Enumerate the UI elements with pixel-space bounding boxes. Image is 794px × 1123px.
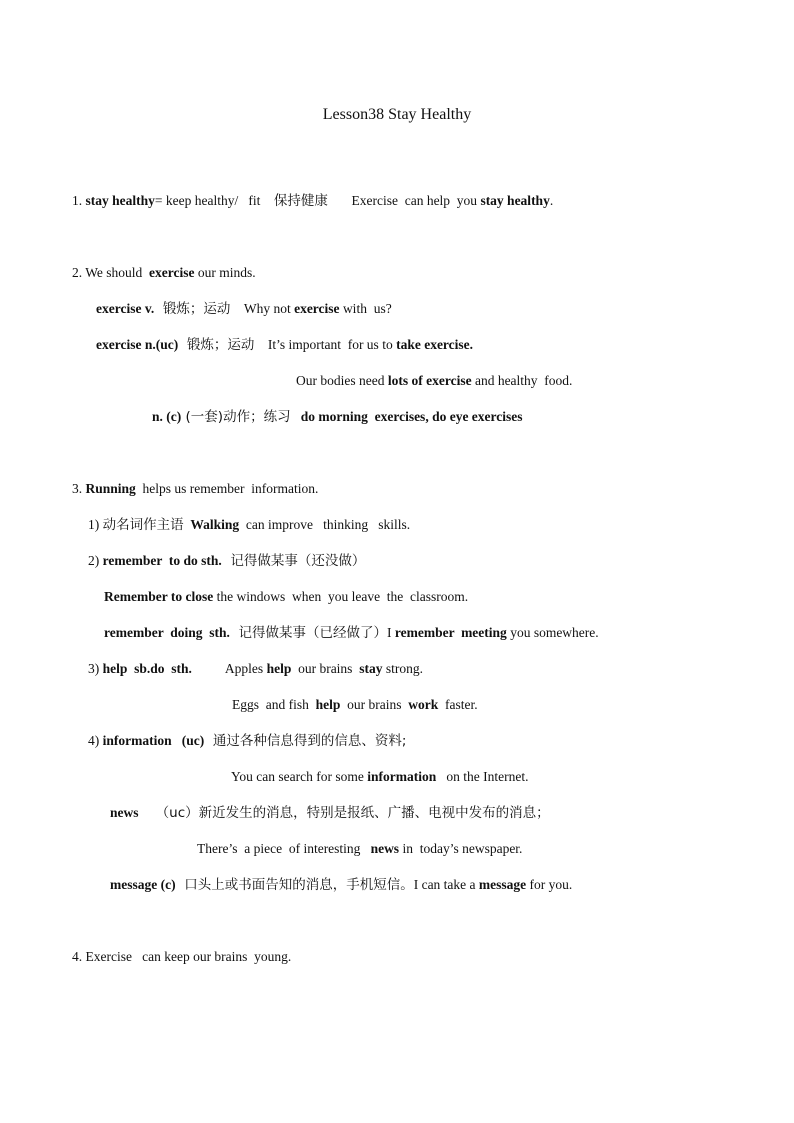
example-text: I: [386, 625, 395, 640]
chinese-meaning: 通过各种信息得到的信息、资料;: [204, 733, 407, 749]
example-keyword: information: [367, 769, 437, 784]
example-keyword: help: [315, 697, 341, 712]
section-2-heading: [72, 264, 256, 282]
term: exercise n.(uc): [96, 337, 179, 352]
example-keyword: news: [370, 841, 400, 856]
section-2-line-noun: [96, 336, 473, 354]
example-keyword: remember meeting: [394, 625, 507, 640]
keyword: exercise: [149, 265, 195, 280]
keyword: Running: [85, 481, 136, 496]
section-3-point-4: [88, 732, 406, 750]
example-text: I can take a: [413, 877, 479, 892]
example-keyword: lots of exercise: [387, 373, 472, 388]
example-text: our brains: [291, 661, 360, 676]
term: remember doing sth.: [104, 625, 230, 640]
section-3-line-news: [110, 804, 550, 822]
term: n. (c): [152, 409, 182, 424]
chinese-meaning: 保持健康: [273, 193, 328, 209]
section-3-point-1: [88, 516, 410, 534]
example-keyword: Remember to close: [104, 589, 214, 604]
chinese-meaning: （uc）新近发生的消息，特别是报纸、广播、电视中发布的消息；: [138, 805, 550, 821]
example-text: with us?: [339, 301, 392, 316]
example-text: You can search for some: [231, 769, 368, 784]
item-number: 1): [88, 517, 103, 532]
chinese-meaning: 锻炼；运动: [154, 301, 231, 317]
section-3-point-2: [88, 552, 365, 570]
example-text: Apples: [191, 661, 267, 676]
example-text: on the Internet.: [436, 769, 529, 784]
example-keyword: message: [478, 877, 527, 892]
example-text: .: [549, 193, 554, 208]
example-keyword: help: [266, 661, 292, 676]
section-3-example-line: [104, 588, 468, 606]
example-keyword: stay healthy: [480, 193, 550, 208]
sentence-text: 2. We should: [72, 265, 150, 280]
example-text: Exercise can help you: [327, 193, 481, 208]
section-4-heading: 4. Exercise can keep our brains young.: [72, 949, 292, 964]
example-text: Our bodies need: [296, 373, 388, 388]
example-text: in today’s newspaper.: [399, 841, 523, 856]
example-keyword: take exercise.: [396, 337, 474, 352]
example-text: It’s important for us to: [254, 337, 397, 352]
example-text: for you.: [526, 877, 573, 892]
section-3-point-3: [88, 660, 423, 678]
section-3-line-message: [110, 876, 572, 894]
term: message (c): [110, 877, 176, 892]
synonyms: = keep healthy/ fit: [154, 193, 274, 208]
chinese-meaning: 记得做某事（已经做了）: [229, 625, 387, 641]
example-text: the windows when you leave the classroom.: [213, 589, 469, 604]
section-3-example-line: [232, 696, 478, 714]
chinese-meaning: 锻炼；运动: [178, 337, 255, 353]
section-3-example-line: [231, 768, 528, 786]
example-text: There’s a piece of interesting: [197, 841, 371, 856]
example-text: faster.: [438, 697, 478, 712]
page-title: Lesson38 Stay Healthy: [322, 106, 472, 123]
example-text: can improve thinking skills.: [239, 517, 411, 532]
term: news: [110, 805, 139, 820]
example-keyword: do morning exercises, do eye exercises: [290, 409, 523, 424]
example-text: and healthy food.: [471, 373, 573, 388]
example-keyword: work: [408, 697, 439, 712]
chinese-meaning: 记得做某事（还没做）: [221, 553, 366, 569]
sentence-text: helps us remember information.: [135, 481, 319, 496]
example-text: Why not: [230, 301, 295, 316]
term: information (uc): [102, 733, 205, 748]
term: stay healthy: [85, 193, 155, 208]
section-2-line-verb: [96, 300, 392, 318]
item-number: 3.: [72, 481, 86, 496]
example-text: our brains: [340, 697, 409, 712]
example-keyword: Walking: [190, 517, 240, 532]
section-3-line-remember-doing: [104, 624, 599, 642]
term: exercise v.: [96, 301, 155, 316]
section-3-example-line: [197, 840, 522, 858]
section-3-heading: [72, 480, 318, 498]
item-number: 2): [88, 553, 103, 568]
section-2-example-line: [296, 372, 572, 390]
chinese-meaning: 口头上或书面告知的消息，手机短信。: [175, 877, 414, 893]
term: remember to do sth.: [102, 553, 222, 568]
example-text: Eggs and fish: [232, 697, 316, 712]
chinese-meaning: (一套)动作；练习: [181, 409, 291, 425]
example-keyword: stay: [359, 661, 383, 676]
item-number: 4): [88, 733, 103, 748]
example-keyword: exercise: [294, 301, 340, 316]
item-number: 1.: [72, 193, 86, 208]
section-1-line: [72, 192, 553, 210]
sentence-text: our minds.: [194, 265, 256, 280]
item-number: 3): [88, 661, 103, 676]
section-2-line-countable: [152, 408, 523, 426]
term: help sb.do sth.: [102, 661, 192, 676]
example-text: strong.: [382, 661, 423, 676]
chinese-meaning: 动名词作主语: [102, 517, 184, 533]
example-text: you somewhere.: [506, 625, 599, 640]
